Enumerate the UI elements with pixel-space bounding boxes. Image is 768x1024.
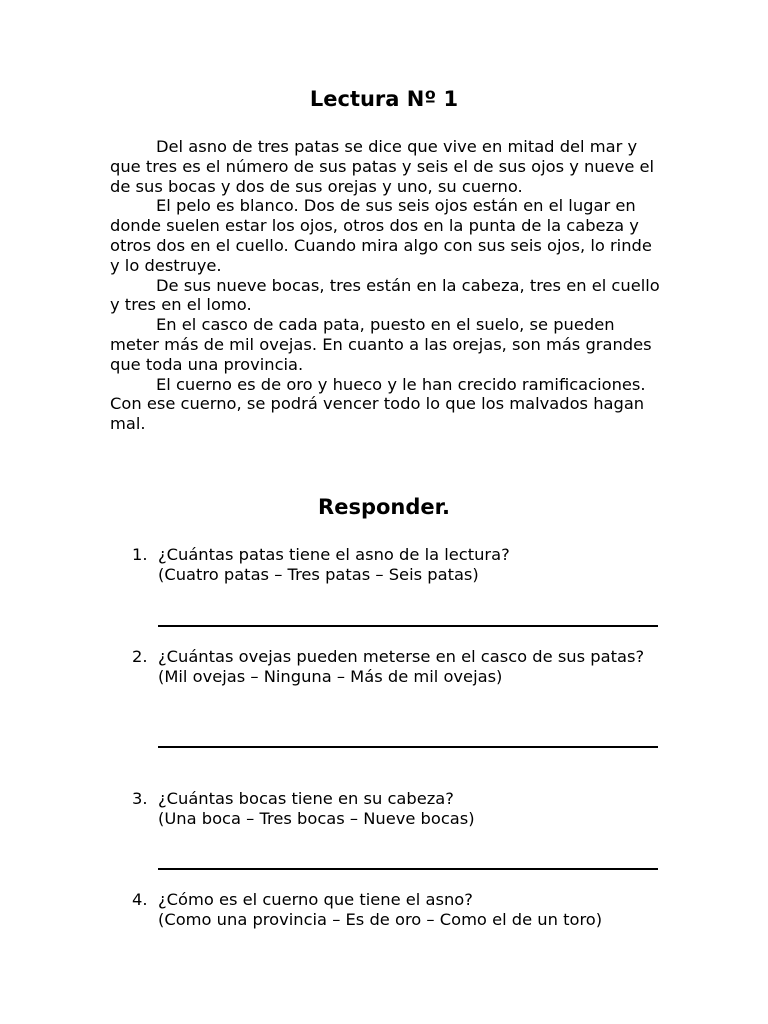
question-number: 2.: [132, 647, 148, 666]
question-options: (Cuatro patas – Tres patas – Seis patas): [158, 565, 479, 584]
section-title: Responder.: [318, 495, 450, 519]
question-number: 1.: [132, 545, 148, 564]
reading-paragraph: En el casco de cada pata, puesto en el suelo, se pueden meter más de mil ovejas. En cuanto a las orejas, son más grandes que toda una provincia.: [110, 315, 652, 374]
question-options: (Mil ovejas – Ninguna – Más de mil ovejas): [158, 667, 503, 686]
reading-paragraph: El cuerno es de oro y hueco y le han crecido ramificaciones. Con ese cuerno, se podrá vencer todo lo que los malvados hagan mal.: [110, 374, 646, 434]
question-3: [132, 789, 662, 829]
question-text: ¿Cuántas ovejas pueden meterse en el casco de sus patas?: [158, 647, 645, 666]
question-text: ¿Cuántas patas tiene el asno de la lectura?: [158, 545, 510, 564]
page-title: Lectura Nº 1: [309, 87, 459, 111]
question-options: (Como una provincia – Es de oro – Como el de un toro): [158, 910, 603, 929]
question-4: [132, 890, 662, 930]
answer-line-2[interactable]: [158, 746, 658, 748]
reading-paragraph: Del asno de tres patas se dice que vive en mitad del mar y que tres es el número de sus patas y seis el de sus ojos y nueve el de sus bocas y dos de sus orejas y uno, su cuerno.: [110, 137, 655, 196]
question-number: 3.: [132, 789, 148, 808]
question-text: ¿Cómo es el cuerno que tiene el asno?: [158, 890, 473, 909]
reading-paragraph: De sus nueve bocas, tres están en la cabeza, tres en el cuello y tres en el lomo.: [110, 275, 660, 315]
question-2: [132, 647, 662, 687]
answer-line-1[interactable]: [158, 625, 658, 627]
question-text: ¿Cuántas bocas tiene en su cabeza?: [158, 789, 454, 808]
reading-passage: [110, 137, 665, 434]
reading-paragraph: El pelo es blanco. Dos de sus seis ojos están en el lugar en donde suelen estar los ojos, otros dos en la punta de la cabeza y otros dos en el cuello. Cuando mira algo con sus seis ojos, lo rinde y lo destruye.: [110, 196, 652, 275]
question-1: [132, 545, 662, 585]
question-options: (Una boca – Tres bocas – Nueve bocas): [158, 809, 475, 828]
question-number: 4.: [132, 890, 148, 909]
answer-line-3[interactable]: [158, 868, 658, 870]
